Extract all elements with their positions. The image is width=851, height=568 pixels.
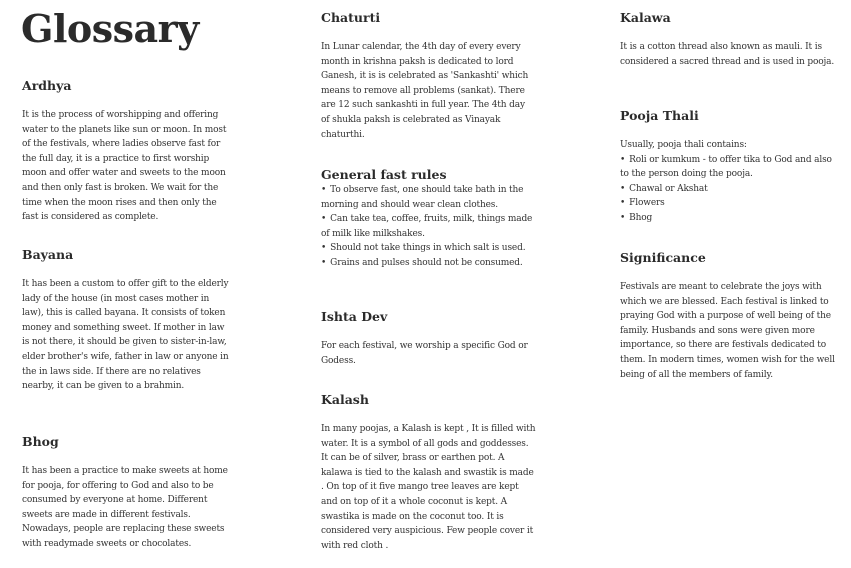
entry-general-fast-rules	[321, 167, 536, 271]
term-heading: Ishta Dev	[321, 309, 388, 324]
list-item: • Grains and pulses should not be consumed.	[321, 256, 536, 271]
term-heading: General fast rules	[321, 167, 447, 182]
term-definition: It is a cotton thread also known as mauli. It is considered a sacred thread and is used in pooja.	[620, 42, 835, 67]
list-item: • Can take tea, coffee, fruits, milk, things made of milk like milkshakes.	[321, 212, 536, 241]
term-definition: In Lunar calendar, the 4th day of every every month in krishna paksh is dedicated to lord Ganesh, it is is celebrated as 'Sankashti' which means to remove all problems (sankat). There are 12 such sankashti in full year. The 4th day of shukla paksh is celebrated as Vinayak chaturthi.	[321, 42, 529, 140]
term-definition: In many poojas, a Kalash is kept , It is filled with water. It is a symbol of all gods and goddesses. It can be of silver, brass or earthen pot. A kalawa is tied to the kalash and swastik is made . On top of it five mango tree leaves are kept and on top of it a whole coconut is kept. A swastika is made on the coconut too. It is considered very auspicious. Few people cover it with red cloth .	[321, 424, 536, 551]
fast-rules-list	[321, 183, 536, 271]
list-item: • To observe fast, one should take bath in the morning and should wear clean clothes.	[321, 183, 536, 212]
list-item: • Chawal or Akshat	[620, 182, 835, 197]
term-heading: Kalawa	[620, 10, 671, 25]
term-definition: It has been a custom to offer gift to the elderly lady of the house (in most cases mother in law), this is called bayana. It consists of token money and something sweet. If mother in law is not there, it should be given to sister-in-law, elder brother's wife, father in law or anyone in the in laws side. If there are no relatives nearby, it can be given to a brahmin.	[22, 279, 229, 392]
term-definition: Festivals are meant to celebrate the joys with which we are blessed. Each festival is linked to praying God with a purpose of well being of the family. Husbands and sons were given more importance, so there are festivals dedicated to them. In modern times, women wish for the well being of all the members of family.	[620, 282, 835, 380]
term-heading: Ardhya	[22, 78, 72, 93]
entry-chaturti	[321, 10, 536, 142]
term-heading: Pooja Thali	[620, 108, 699, 123]
term-heading: Kalash	[321, 392, 369, 407]
entry-ardhya	[22, 78, 232, 225]
entry-bayana	[22, 247, 232, 394]
list-item: • Bhog	[620, 211, 835, 226]
entry-kalash	[321, 392, 536, 553]
list-item: • Flowers	[620, 196, 835, 211]
term-definition: For each festival, we worship a specific God or Godess.	[321, 341, 528, 366]
term-definition: It is the process of worshipping and offering water to the planets like sun or moon. In most of the festivals, where ladies observe fast for the full day, it is a practice to first worship moon and offer water and sweets to the moon and then only fast is broken. We wait for the time when the moon rises and then only the fast is considered as complete.	[22, 110, 227, 223]
entry-bhog	[22, 434, 232, 552]
term-heading: Bhog	[22, 434, 59, 449]
list-item: • Roli or kumkum - to offer tika to God and also to the person doing the pooja.	[620, 153, 835, 182]
term-definition: It has been a practice to make sweets at home for pooja, for offering to God and also to be consumed by everyone at home. Different sweets are made in different festivals. Nowadays, people are replacing these sweets with readymade sweets or chocolates.	[22, 466, 228, 549]
list-item: • Should not take things in which salt is used.	[321, 241, 536, 256]
term-heading: Significance	[620, 250, 706, 265]
term-intro: Usually, pooja thali contains:	[620, 140, 747, 150]
term-heading: Bayana	[22, 247, 74, 262]
entry-pooja-thali	[620, 108, 835, 226]
entry-significance	[620, 250, 835, 382]
entry-ishta-dev	[321, 309, 536, 368]
pooja-thali-list	[620, 153, 835, 226]
term-heading: Chaturti	[321, 10, 381, 25]
entry-kalawa	[620, 10, 835, 69]
page-title: Glossary	[21, 6, 199, 51]
